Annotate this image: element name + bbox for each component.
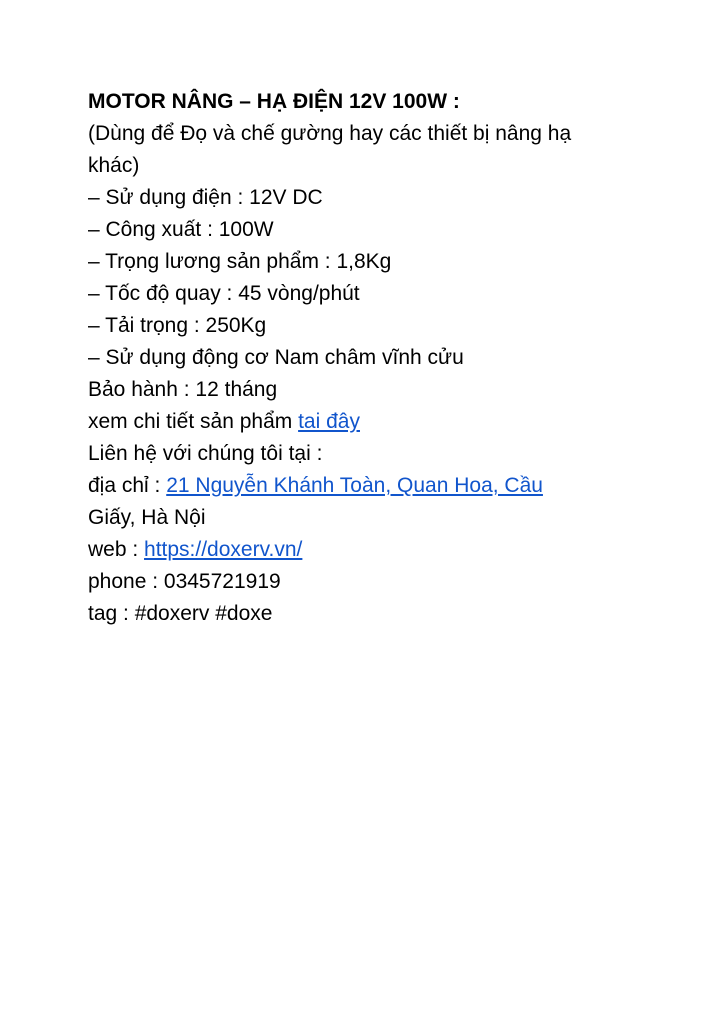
web-prefix: web :	[88, 538, 145, 561]
detail-prefix: xem chi tiết sản phẩm	[88, 410, 299, 433]
spec-speed: – Tốc độ quay : 45 vòng/phút	[88, 282, 360, 305]
contact-heading: Liên hệ với chúng tôi tại :	[88, 442, 323, 465]
detail-link[interactable]: tai đây	[298, 410, 360, 433]
document-body	[88, 86, 648, 630]
tags-text: tag : #doxerv #doxe	[88, 602, 273, 625]
address-rest: Giấy, Hà Nội	[88, 506, 206, 529]
address-line	[88, 470, 648, 502]
spec-load: – Tải trọng : 250Kg	[88, 314, 267, 337]
spec-power: – Công xuất : 100W	[88, 218, 274, 241]
document-title: MOTOR NÂNG – HẠ ĐIỆN 12V 100W :	[88, 90, 460, 113]
address-prefix: địa chỉ :	[88, 474, 167, 497]
warranty-text: Bảo hành : 12 tháng	[88, 378, 278, 401]
web-line	[88, 534, 648, 566]
web-link[interactable]: https://doxerv.vn/	[144, 538, 303, 561]
spec-voltage: – Sử dụng điện : 12V DC	[88, 186, 323, 209]
intro-text: (Dùng để Đọ và chế gường hay các thiết bị nâng hạ khác)	[88, 122, 572, 177]
spec-motor: – Sử dụng động cơ Nam châm vĩnh cửu	[88, 346, 464, 369]
spec-weight: – Trọng lương sản phẩm : 1,8Kg	[88, 250, 392, 273]
phone-text: phone : 0345721919	[88, 570, 281, 593]
address-link[interactable]: 21 Nguyễn Khánh Toàn, Quan Hoa, Cầu	[166, 474, 543, 497]
detail-line	[88, 406, 648, 438]
